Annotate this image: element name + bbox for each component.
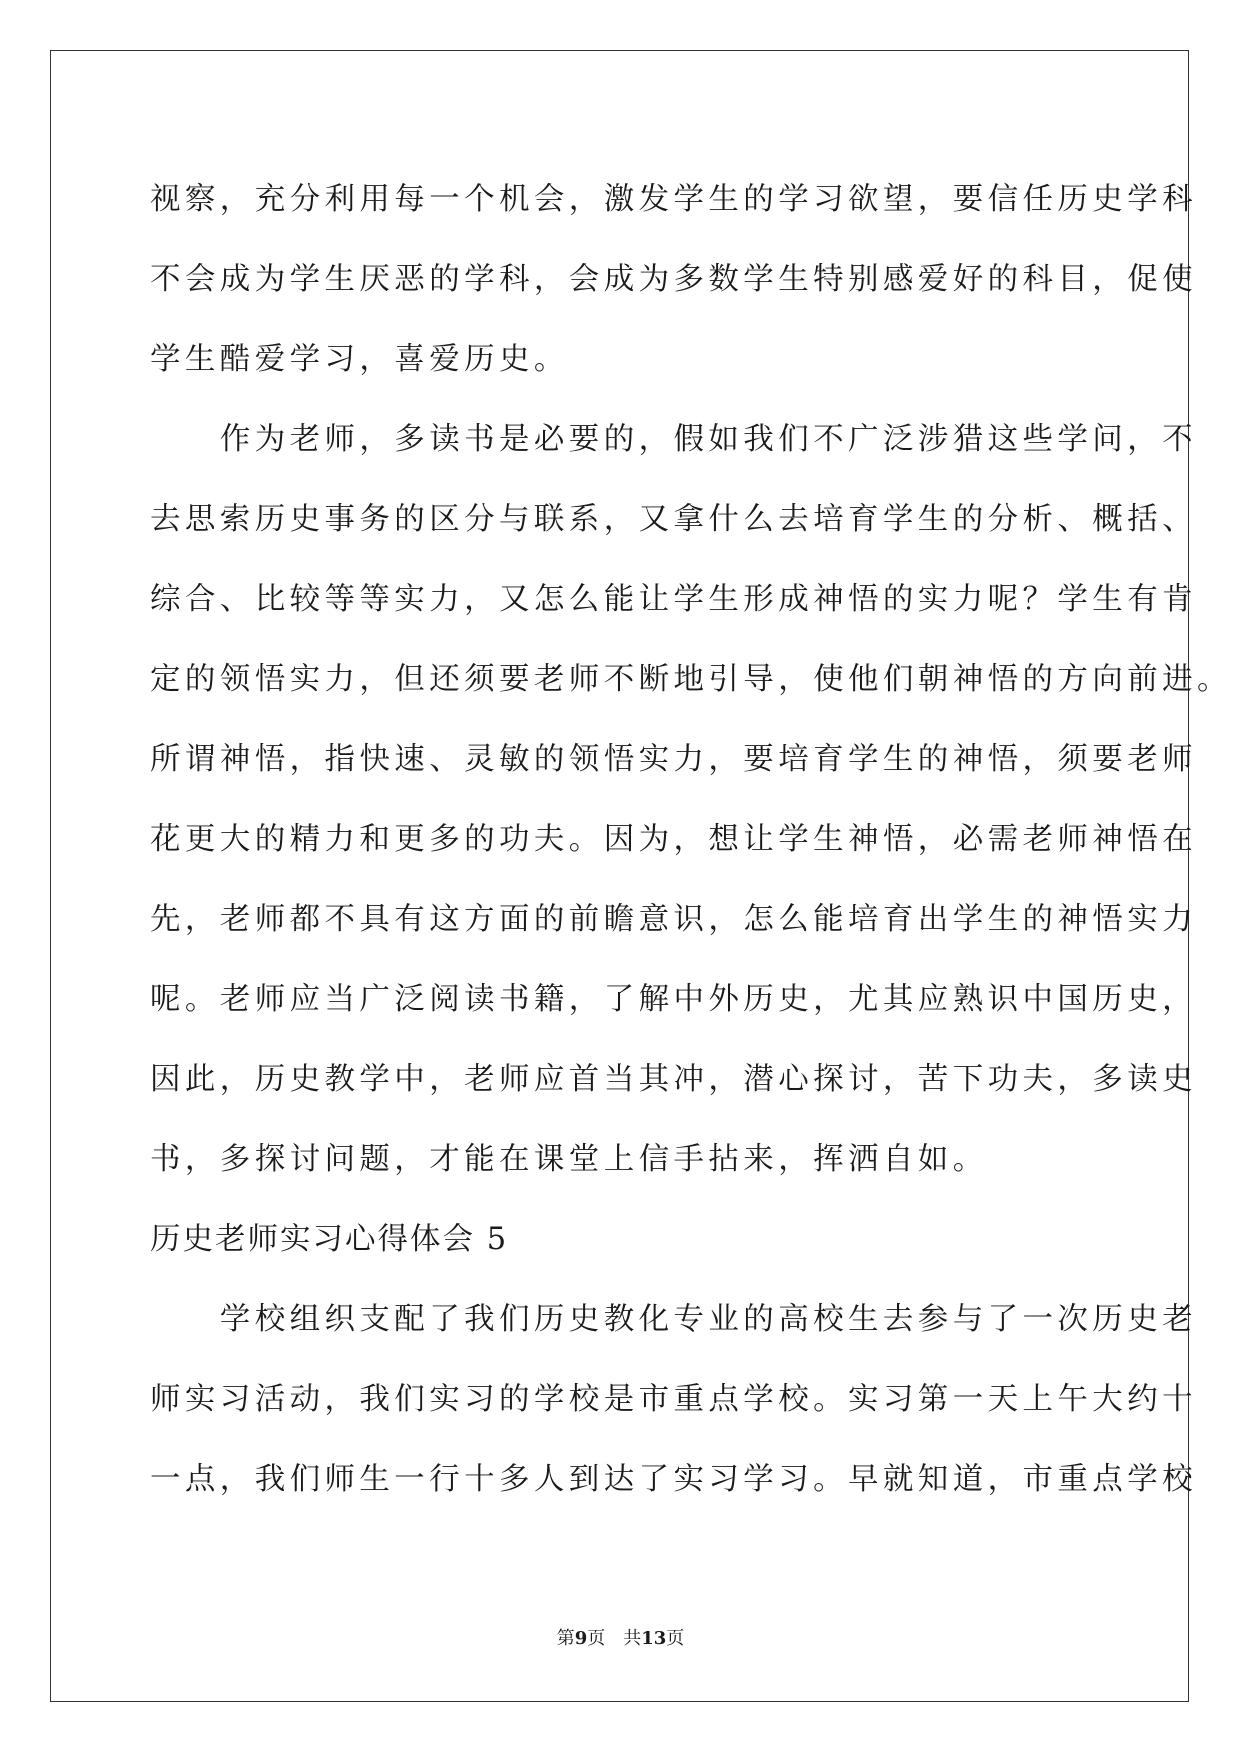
body-line: 视察，充分利用每一个机会，激发学生的学习欲望，要信任历史学科 xyxy=(150,182,1197,217)
body-line: 定的领悟实力，但还须要老师不断地引导，使他们朝神悟的方向前进。 xyxy=(150,662,1232,697)
body-line: 花更大的精力和更多的功夫。因为，想让学生神悟，必需老师神悟在 xyxy=(150,822,1197,857)
body-line: 所谓神悟，指快速、灵敏的领悟实力，要培育学生的神悟，须要老师 xyxy=(150,742,1197,777)
body-line: 作为老师，多读书是必要的，假如我们不广泛涉猎这些学问，不 xyxy=(150,422,1197,457)
body-line: 学生酷爱学习，喜爱历史。 xyxy=(150,342,569,377)
body-line: 一点，我们师生一行十多人到达了实习学习。早就知道，市重点学校 xyxy=(150,1462,1197,1497)
footer-prefix: 第 xyxy=(556,1628,575,1649)
total-pages-number: 13 xyxy=(641,1628,667,1649)
current-page-number: 9 xyxy=(574,1628,588,1649)
body-line: 先，老师都不具有这方面的前瞻意识，怎么能培育出学生的神悟实力 xyxy=(150,902,1197,937)
body-line: 因此，历史教学中，老师应首当其冲，潜心探讨，苦下功夫，多读史 xyxy=(150,1062,1197,1097)
page-footer xyxy=(0,1627,1241,1651)
body-line: 综合、比较等等实力，又怎么能让学生形成神悟的实力呢？学生有肯 xyxy=(150,582,1197,617)
body-line: 书，多探讨问题，才能在课堂上信手拈来，挥洒自如。 xyxy=(150,1142,988,1177)
section-heading: 历史老师实习心得体会 5 xyxy=(150,1222,509,1257)
body-line: 师实习活动，我们实习的学校是市重点学校。实习第一天上午大约十 xyxy=(150,1382,1197,1417)
body-line: 学校组织支配了我们历史教化专业的高校生去参与了一次历史老 xyxy=(150,1302,1197,1337)
body-line: 呢。老师应当广泛阅读书籍，了解中外历史，尤其应熟识中国历史， xyxy=(150,982,1197,1017)
footer-suffix: 页 xyxy=(666,1628,685,1649)
document-body xyxy=(150,160,1232,1520)
footer-page-word: 页 共 xyxy=(587,1628,642,1649)
body-line: 不会成为学生厌恶的学科，会成为多数学生特别感爱好的科目，促使 xyxy=(150,262,1197,297)
body-line: 去思索历史事务的区分与联系，又拿什么去培育学生的分析、概括、 xyxy=(150,502,1197,537)
